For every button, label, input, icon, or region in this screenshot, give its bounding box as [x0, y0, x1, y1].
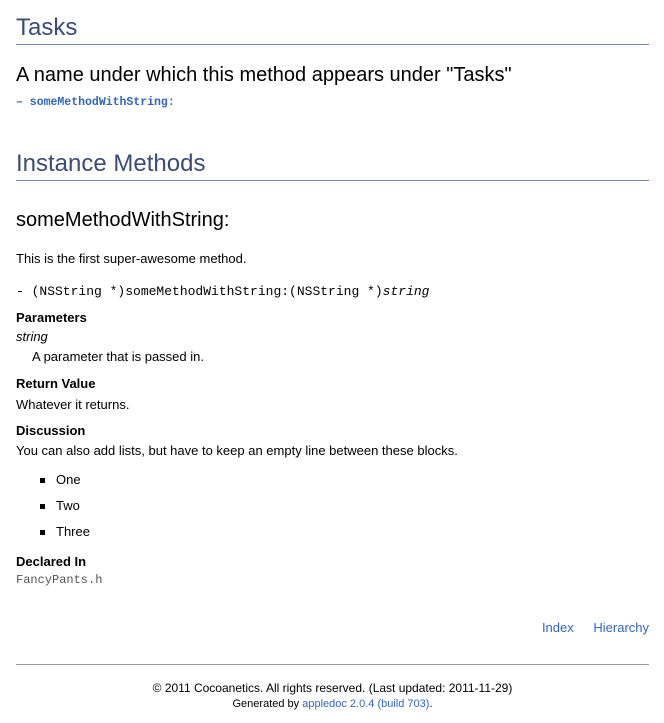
- discussion-list: [16, 472, 90, 550]
- footer-links: [526, 620, 649, 635]
- list-item: [16, 472, 90, 498]
- index-link[interactable]: Index: [541, 620, 574, 635]
- list-item: [16, 524, 90, 550]
- footer-divider: [16, 664, 649, 665]
- appledoc-link[interactable]: appledoc 2.0.4 (build 703): [302, 698, 430, 710]
- parameters-label: Parameters: [16, 310, 87, 325]
- signature-param: string: [382, 284, 430, 299]
- task-method-link[interactable]: – someMethodWithString:: [16, 96, 175, 109]
- discussion-text: You can also add lists, but have to keep an empty line between these blocks.: [16, 443, 458, 458]
- declared-in-label: Declared In: [16, 554, 87, 569]
- tasks-heading: Tasks: [16, 14, 649, 45]
- generated-suffix: .: [429, 698, 433, 710]
- bullet-icon: [40, 504, 45, 509]
- generated-by-text: [16, 698, 649, 710]
- instance-methods-heading: Instance Methods: [16, 150, 649, 181]
- list-item: [16, 498, 90, 524]
- return-value-text: Whatever it returns.: [16, 397, 130, 412]
- list-item-text: Two: [56, 498, 80, 513]
- copyright-text: © 2011 Cocoanetics. All rights reserved. (Last updated: 2011-11-29): [152, 681, 513, 695]
- task-group-title: A name under which this method appears under "Tasks": [16, 64, 512, 86]
- discussion-label: Discussion: [16, 423, 86, 438]
- hierarchy-link[interactable]: Hierarchy: [593, 620, 649, 635]
- bullet-icon: [40, 530, 45, 535]
- method-abstract: This is the first super-awesome method.: [16, 251, 247, 266]
- list-item-text: One: [56, 472, 81, 487]
- declared-in-file: FancyPants.h: [16, 573, 103, 587]
- param-name: string: [16, 329, 48, 344]
- return-value-label: Return Value: [16, 376, 96, 391]
- signature-prefix: - (NSString *)someMethodWithString:(NSString *): [16, 284, 383, 299]
- param-description: A parameter that is passed in.: [32, 349, 204, 364]
- list-item-text: Three: [56, 524, 90, 539]
- bullet-icon: [40, 478, 45, 483]
- method-signature: [16, 284, 429, 300]
- generated-prefix: Generated by: [232, 698, 303, 710]
- method-title: someMethodWithString:: [16, 209, 230, 231]
